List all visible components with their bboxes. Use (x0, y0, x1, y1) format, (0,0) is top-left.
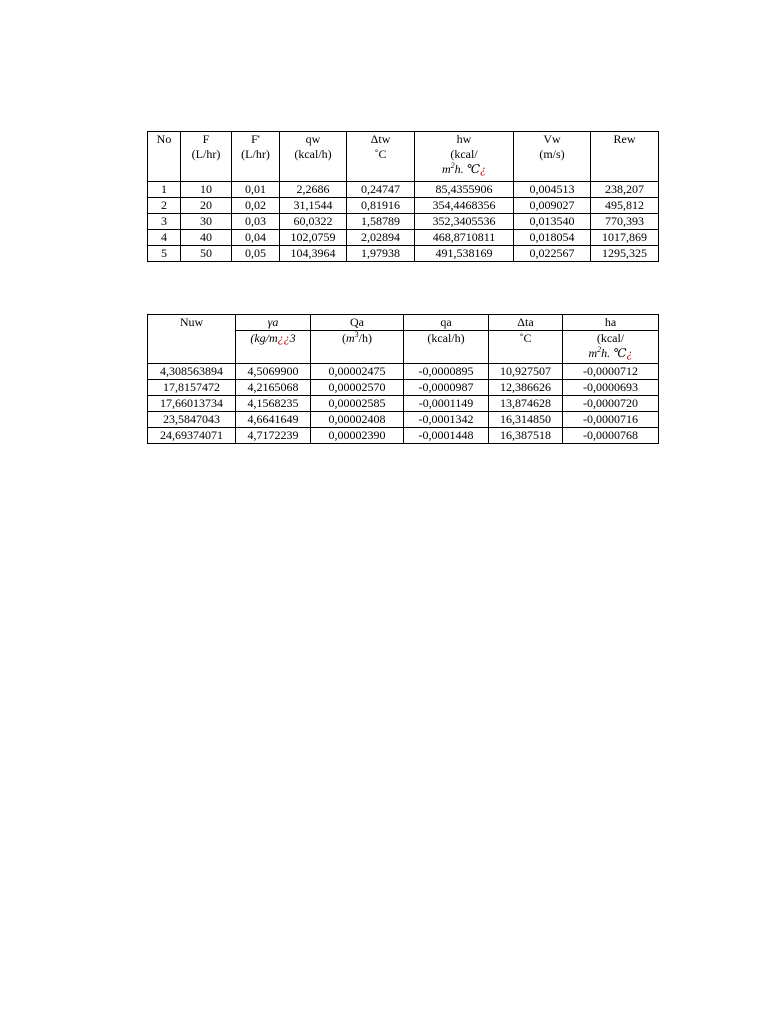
table-row (148, 182, 659, 198)
table-cell: 23,5847043 (148, 412, 236, 428)
header-cell: hw (kcal/ $m^2h$. ℃¿ (415, 132, 514, 182)
table-cell: -0,0000895 (404, 364, 489, 380)
table-cell: 17,8157472 (148, 380, 236, 396)
table-row (148, 364, 659, 380)
table-cell: 20 (181, 198, 232, 214)
table-cell: 0,00002570 (311, 380, 404, 396)
table-cell: 85,4355906 (415, 182, 514, 198)
header-cell: F (L/hr) (181, 132, 232, 182)
table-cell: 1295,325 (591, 246, 659, 262)
table-cell: 0,04 (232, 230, 280, 246)
table-cell: 4,308563894 (148, 364, 236, 380)
table-row (148, 246, 659, 262)
unit-cell: (kcal/h) (404, 331, 489, 364)
table-cell: 0,00002408 (311, 412, 404, 428)
table-cell: -0,0000716 (563, 412, 659, 428)
table-cell: 491,538169 (415, 246, 514, 262)
table-cell: -0,0001149 (404, 396, 489, 412)
table-cell: 1,97938 (347, 246, 415, 262)
header-cell: No (148, 132, 181, 182)
unit-cell: (kg/m¿¿3 (236, 331, 311, 364)
table-cell: 4,1568235 (236, 396, 311, 412)
table-cell: 13,874628 (489, 396, 563, 412)
table-cell: 5 (148, 246, 181, 262)
table-header-row (148, 132, 659, 182)
table-cell: 0,00002585 (311, 396, 404, 412)
header-cell: Qa (311, 315, 404, 331)
table-cell: -0,0001342 (404, 412, 489, 428)
table-cell: 2 (148, 198, 181, 214)
header-cell: Nuw (148, 315, 236, 364)
table-cell: 1,58789 (347, 214, 415, 230)
table-cell: 0,24747 (347, 182, 415, 198)
table-row (148, 412, 659, 428)
table-cell: 31,1544 (280, 198, 347, 214)
table-cell: 770,393 (591, 214, 659, 230)
table-cell: 2,2686 (280, 182, 347, 198)
table-cell: -0,0000720 (563, 396, 659, 412)
table-cell: 104,3964 (280, 246, 347, 262)
table-header-row (148, 315, 659, 331)
table-cell: 40 (181, 230, 232, 246)
table-cell: 12,386626 (489, 380, 563, 396)
table-cell: 17,66013734 (148, 396, 236, 412)
table-row (148, 380, 659, 396)
table-cell: 10,927507 (489, 364, 563, 380)
table-cell: 4,6641649 (236, 412, 311, 428)
table-cell: 30 (181, 214, 232, 230)
unit-cell: $(m^3/h)$ (311, 331, 404, 364)
data-table-1 (147, 131, 659, 262)
table-cell: 4,2165068 (236, 380, 311, 396)
data-table-2 (147, 314, 659, 444)
table-cell: 24,69374071 (148, 428, 236, 444)
table-cell: 4,5069900 (236, 364, 311, 380)
table-cell: 468,8710811 (415, 230, 514, 246)
table-row (148, 230, 659, 246)
table-cell: 0,03 (232, 214, 280, 230)
header-cell: qw (kcal/h) (280, 132, 347, 182)
table-cell: 4,7172239 (236, 428, 311, 444)
table-cell: 0,018054 (514, 230, 591, 246)
header-cell: Δta (489, 315, 563, 331)
table-cell: 1017,869 (591, 230, 659, 246)
header-cell: Rew (591, 132, 659, 182)
table-cell: 354,4468356 (415, 198, 514, 214)
table-row (148, 396, 659, 412)
table-cell: 3 (148, 214, 181, 230)
table-cell: 4 (148, 230, 181, 246)
table-cell: 10 (181, 182, 232, 198)
table-cell: 0,009027 (514, 198, 591, 214)
table-cell: 2,02894 (347, 230, 415, 246)
header-cell: γa (236, 315, 311, 331)
table-cell: 0,013540 (514, 214, 591, 230)
header-cell: ha (563, 315, 659, 331)
table-cell: 352,3405536 (415, 214, 514, 230)
table-cell: 0,004513 (514, 182, 591, 198)
table-row (148, 428, 659, 444)
unit-cell: ˚C (489, 331, 563, 364)
table-cell: 16,387518 (489, 428, 563, 444)
table-cell: 102,0759 (280, 230, 347, 246)
unit-cell: (kcal/ $m^2h$. ℃¿ (563, 331, 659, 364)
table-cell: 0,00002390 (311, 428, 404, 444)
table-cell: -0,0000987 (404, 380, 489, 396)
table-cell: 60,0322 (280, 214, 347, 230)
table-row (148, 198, 659, 214)
table-cell: 0,00002475 (311, 364, 404, 380)
table-cell: 50 (181, 246, 232, 262)
table-cell: 0,01 (232, 182, 280, 198)
table-cell: -0,0000693 (563, 380, 659, 396)
header-cell: Δtw ˚C (347, 132, 415, 182)
table-cell: 0,02 (232, 198, 280, 214)
table-cell: -0,0000768 (563, 428, 659, 444)
table-cell: 0,05 (232, 246, 280, 262)
table-cell: 238,207 (591, 182, 659, 198)
table-cell: 1 (148, 182, 181, 198)
table-row (148, 214, 659, 230)
table-cell: -0,0001448 (404, 428, 489, 444)
table-cell: -0,0000712 (563, 364, 659, 380)
header-cell: qa (404, 315, 489, 331)
table-cell: 495,812 (591, 198, 659, 214)
table-cell: 16,314850 (489, 412, 563, 428)
header-cell: F' (L/hr) (232, 132, 280, 182)
header-cell: Vw (m/s) (514, 132, 591, 182)
table-cell: 0,022567 (514, 246, 591, 262)
table-cell: 0,81916 (347, 198, 415, 214)
